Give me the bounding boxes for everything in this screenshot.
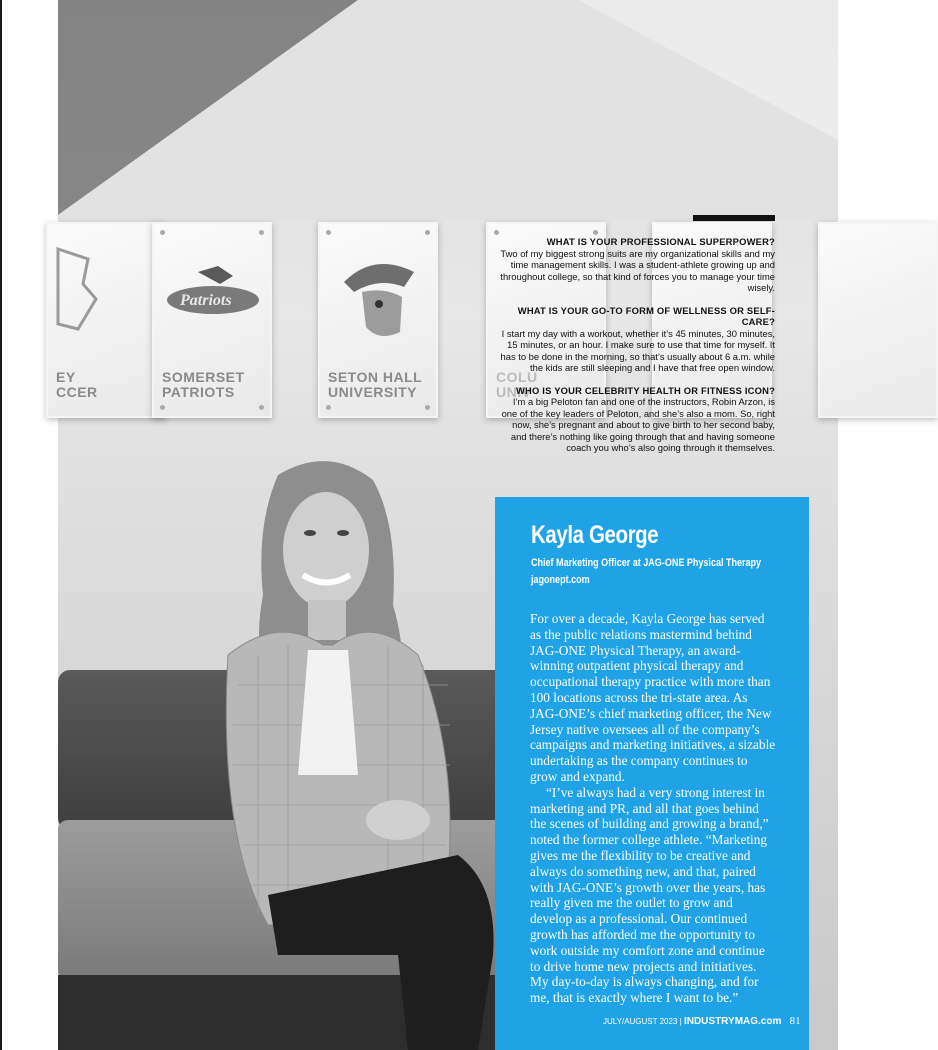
magazine-site-link[interactable]: INDUSTRYMAG.com bbox=[683, 1016, 782, 1027]
qa-accent-rule bbox=[693, 215, 775, 221]
qa-answer: Two of my biggest strong suits are my organizational skills and my time management skills. I was a student-athlete growing up and throughout college, so that kind of forces you to manage your time wisely. bbox=[500, 247, 775, 293]
page-gutter bbox=[0, 0, 58, 1050]
plaque-soccer: EY CCER bbox=[46, 222, 166, 418]
qa-answer: I start my day with a workout, whether it’s 45 minutes, 30 minutes, 15 minutes, or an hour. I make sure to use that time for myself. It has to be done in the morning, so that’s usually about 6 a.m. while the kids are still sleeping and I have that free open window. bbox=[500, 327, 775, 373]
profile-role: Chief Marketing Officer at JAG-ONE Physical Therapy bbox=[531, 557, 762, 569]
profile-name: Kayla George bbox=[531, 521, 659, 549]
new-jersey-outline-icon bbox=[48, 244, 108, 334]
page-number: 81 bbox=[789, 1015, 801, 1027]
plaque-seton-hall: SETON HALL UNIVERSITY bbox=[318, 222, 438, 418]
pirate-logo-icon bbox=[324, 242, 434, 342]
profile-paragraph: For over a decade, Kayla George has served as the public relations mastermind behind JAG-ONE Physical Therapy, an award-winning outpatient physical therapy and occupational therapy practice with more than 100 locations across the tri-state area. As JAG-ONE’s chief marketing officer, the New Jersey native oversees all of the company’s campaigns and marketing initiatives, a sizable undertaking as the company continues to grow and expand. bbox=[530, 611, 776, 784]
qa-question: WHAT IS YOUR GO-TO FORM OF WELLNESS OR SELF-CARE? bbox=[517, 304, 775, 327]
ceiling-shadow bbox=[58, 0, 838, 220]
patriots-logo-icon bbox=[158, 260, 268, 330]
issue-date: JULY/AUGUST 2023 bbox=[603, 1017, 678, 1026]
plaque-somerset-patriots: Patriots SOMERSET PATRIOTS bbox=[152, 222, 272, 418]
qa-question: WHAT IS YOUR PROFESSIONAL SUPERPOWER? bbox=[546, 236, 775, 247]
qa-answer: I’m a big Peloton fan and one of the instructors, Robin Arzon, is one of the key leaders of Peloton, and she’s also a mom. So, right now, she’s pregnant and about to give birth to her second baby, and there’s nothing like going through that and having someone coach you who’s also going through it themselves. bbox=[501, 396, 775, 453]
qa-section bbox=[496, 236, 775, 465]
plaque-columbia: COLU UNIV bbox=[486, 222, 606, 418]
page-footer bbox=[603, 1015, 801, 1027]
profile-box bbox=[495, 497, 809, 1050]
plaque-edge bbox=[818, 222, 938, 418]
qa-question: WHO IS YOUR CELEBRITY HEALTH OR FITNESS ICON? bbox=[515, 384, 775, 396]
woman-portrait bbox=[158, 455, 498, 1050]
footer-separator: | bbox=[679, 1017, 682, 1026]
profile-body bbox=[530, 611, 778, 1006]
profile-paragraph: “I’ve always had a very strong interest in marketing and PR, and all that goes behind the scenes of building and growing a brand,” noted the former college athlete. “Marketing gives me the flexibility to be creative and always do something new, and that, paired with JAG-ONE’s growth over the years, has really given me the outlet to grow and develop as a professional. Our continued growth has afforded me the opportunity to work outside my comfort zone and continue to drive home new projects and initiatives. My day-to-day is always changing, and for me, that is exactly where I want to be.” bbox=[530, 784, 769, 1006]
svg-text:Patriots: Patriots bbox=[180, 292, 232, 309]
spread-edge bbox=[0, 0, 2, 1050]
profile-website-link[interactable]: jagonept.com bbox=[531, 574, 590, 586]
